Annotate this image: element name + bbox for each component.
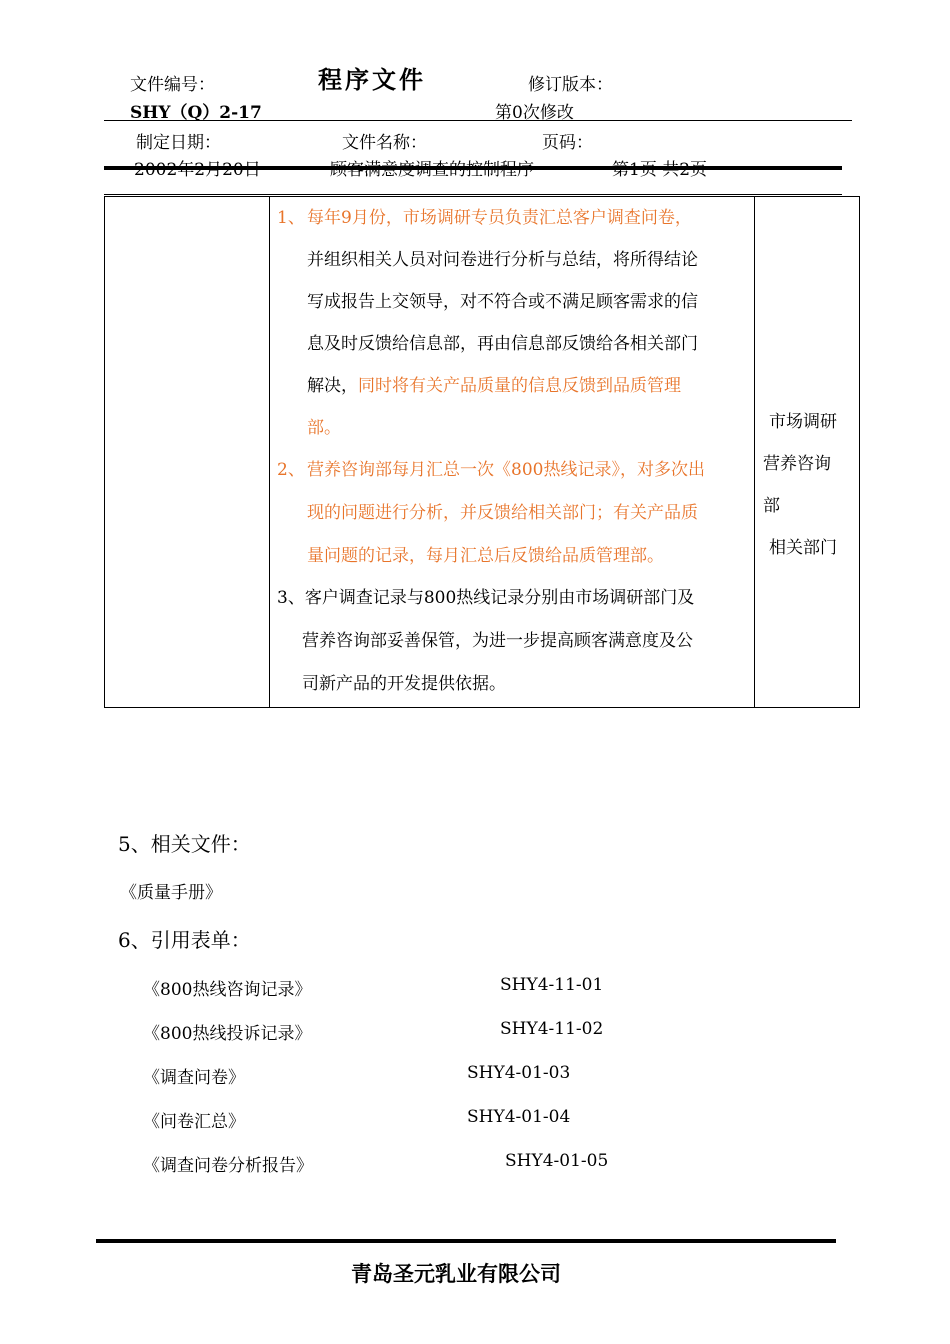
responsible-dept: 市场调研 [769,412,837,432]
header-divider [104,120,852,121]
revision-label: 修订版本： [528,75,613,95]
item-1-line: 写成报告上交领导，对不符合或不满足顾客需求的信 [307,292,698,312]
forms-title: 6、引用表单： [118,928,251,952]
item-3-line: 营养咨询部妥善保管，为进一步提高顾客满意度及公 [302,631,693,651]
item-1-line: 每年9月份，市场调研专员负责汇总客户调查问卷， [307,208,692,228]
item-3-line: 3、客户调查记录与800热线记录分别由市场调研部门及 [277,588,695,608]
item-2-line: 营养咨询部每月汇总一次《800热线记录》，对多次出 [307,460,705,480]
form-code: SHY4-01-04 [467,1107,571,1127]
responsible-dept: 相关部门 [769,538,837,558]
item-2-line: 现的问题进行分析，并反馈给相关部门；有关产品质 [307,503,698,523]
form-code: SHY4-11-02 [500,1019,604,1039]
company-name: 青岛圣元乳业有限公司 [351,1262,561,1286]
page-number: 第1页 共2页 [612,160,708,180]
page-label: 页码： [542,133,593,153]
item-1-line [307,365,698,407]
form-name: 《调查问卷分析报告》 [143,1156,313,1176]
doc-no-label: 文件编号： [130,75,215,95]
item-3-line: 司新产品的开发提供依据。 [302,674,506,694]
related-docs-title: 5、相关文件： [118,832,251,856]
responsible-dept: 营养咨询 [763,454,831,474]
form-code: SHY4-01-03 [467,1063,571,1083]
doc-type-title: 程序文件 [318,65,426,94]
form-name: 《问卷汇总》 [143,1112,245,1132]
item-3-text [277,577,694,706]
related-doc: 《质量手册》 [120,883,222,903]
form-name: 《800热线咨询记录》 [143,980,312,1000]
item-2-line: 量问题的记录，每月汇总后反馈给品质管理部。 [307,546,664,566]
form-name: 《调查问卷》 [143,1068,245,1088]
header-bottom-line [104,194,842,195]
item-1-line: 并组织相关人员对问卷进行分析与总结，将所得结论 [307,250,698,270]
item-1-line5-b: 同时将有关产品质量的信息反馈到品质管理 [358,376,681,396]
item-1-line: 部。 [307,418,341,438]
responsible-departments [763,401,837,569]
doc-no: SHY（Q）2-17 [130,103,262,123]
footer-divider [96,1239,836,1243]
procedure-table [104,196,860,708]
item-1-line: 息及时反馈给信息部，再由信息部反馈给各相关部门 [307,334,698,354]
form-code: SHY4-01-05 [505,1151,609,1171]
item-2-number: 2、 [277,460,305,480]
doc-name: 顾客满意度调查的控制程序 [330,160,534,180]
table-column-divider [269,197,270,707]
date: 2002年2月20日 [134,160,261,180]
date-label: 制定日期： [136,133,221,153]
revision: 第0次修改 [495,103,574,123]
item-1-line5-a: 解决， [307,376,358,396]
item-1-text [307,197,698,449]
table-column-divider [754,197,755,707]
form-name: 《800热线投诉记录》 [143,1024,312,1044]
item-1-number: 1、 [277,208,305,228]
form-code: SHY4-11-01 [500,975,604,995]
header-strike-line [104,166,842,170]
responsible-dept: 部 [763,496,780,516]
name-label: 文件名称： [342,133,427,153]
item-2-text [307,449,705,578]
